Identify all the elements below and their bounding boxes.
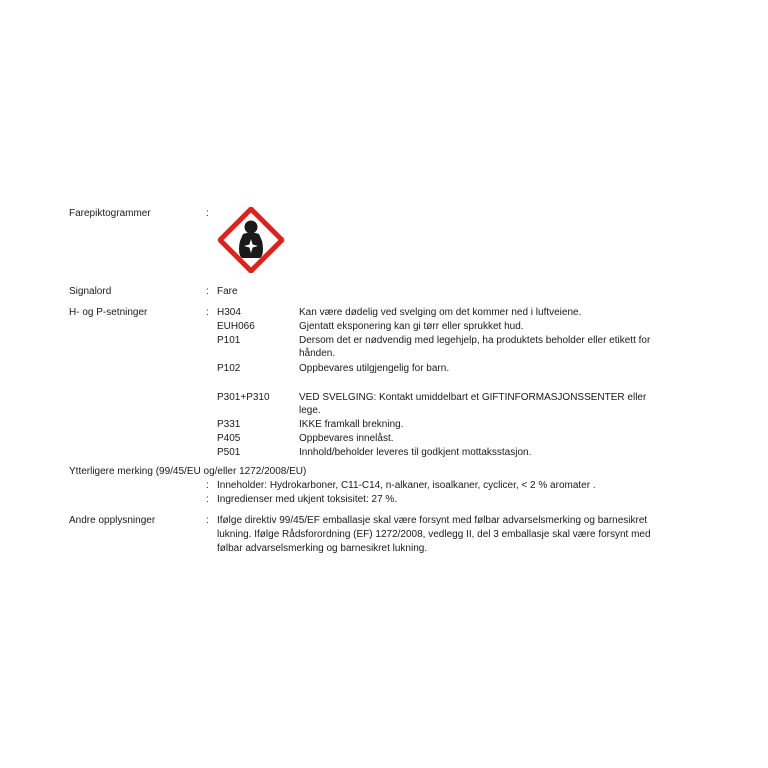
separator: : [206, 286, 209, 297]
separator: : [206, 307, 209, 318]
extra-marking-line: Ingredienser med ukjent toksisitet: 27 %. [217, 494, 398, 505]
label-signal-word: Signalord [69, 286, 112, 297]
separator: : [206, 515, 209, 526]
separator: : [206, 208, 209, 219]
statement-code: EUH066 [217, 321, 255, 332]
statement-text: VED SVELGING: Kontakt umiddelbart et GIFTINFORMASJONSSENTER eller [299, 392, 647, 403]
signal-word-value: Fare [217, 286, 238, 297]
other-info-line: Ifølge direktiv 99/45/EF emballasje skal være forsynt med følbar advarselsmerking og barnesikret [217, 515, 648, 526]
statement-text: Kan være dødelig ved svelging om det kommer ned i luftveiene. [299, 307, 582, 318]
statement-text: Oppbevares innelåst. [299, 433, 394, 444]
label-pictograms: Farepiktogrammer [69, 208, 151, 219]
statement-text: hånden. [299, 348, 336, 359]
statement-code: P331 [217, 419, 241, 430]
label-other-info: Andre opplysninger [69, 515, 156, 526]
extra-marking-line: Inneholder: Hydrokarboner, C11-C14, n-alkaner, isoalkaner, cyclicer, < 2 % aromater . [217, 480, 596, 491]
statement-text: Innhold/beholder leveres til godkjent mottaksstasjon. [299, 447, 532, 458]
statement-code: P501 [217, 447, 241, 458]
statement-code: H304 [217, 307, 241, 318]
statement-text: IKKE framkall brekning. [299, 419, 404, 430]
label-extra-marking: Ytterligere merking (99/45/EU og/eller 1272/2008/EU) [69, 466, 307, 477]
statement-code: P102 [217, 363, 241, 374]
label-h-p-statements: H- og P-setninger [69, 307, 148, 318]
other-info-line: følbar advarselsmerking og barnesikret lukning. [217, 543, 428, 554]
other-info-line: lukning. Ifølge Rådsforordning (EF) 1272/2008, vedlegg II, del 3 emballasje skal være forsynt med [217, 529, 651, 540]
health-hazard-icon [218, 207, 284, 273]
statement-code: P101 [217, 335, 241, 346]
separator: : [206, 480, 209, 491]
separator: : [206, 494, 209, 505]
statement-text: Oppbevares utilgjengelig for barn. [299, 363, 450, 374]
statement-code: P301+P310 [217, 392, 270, 403]
statement-text: lege. [299, 405, 321, 416]
statement-text: Dersom det er nødvendig med legehjelp, ha produktets beholder eller etikett for [299, 335, 651, 346]
statement-code: P405 [217, 433, 241, 444]
statement-text: Gjentatt eksponering kan gi tørr eller sprukket hud. [299, 321, 524, 332]
